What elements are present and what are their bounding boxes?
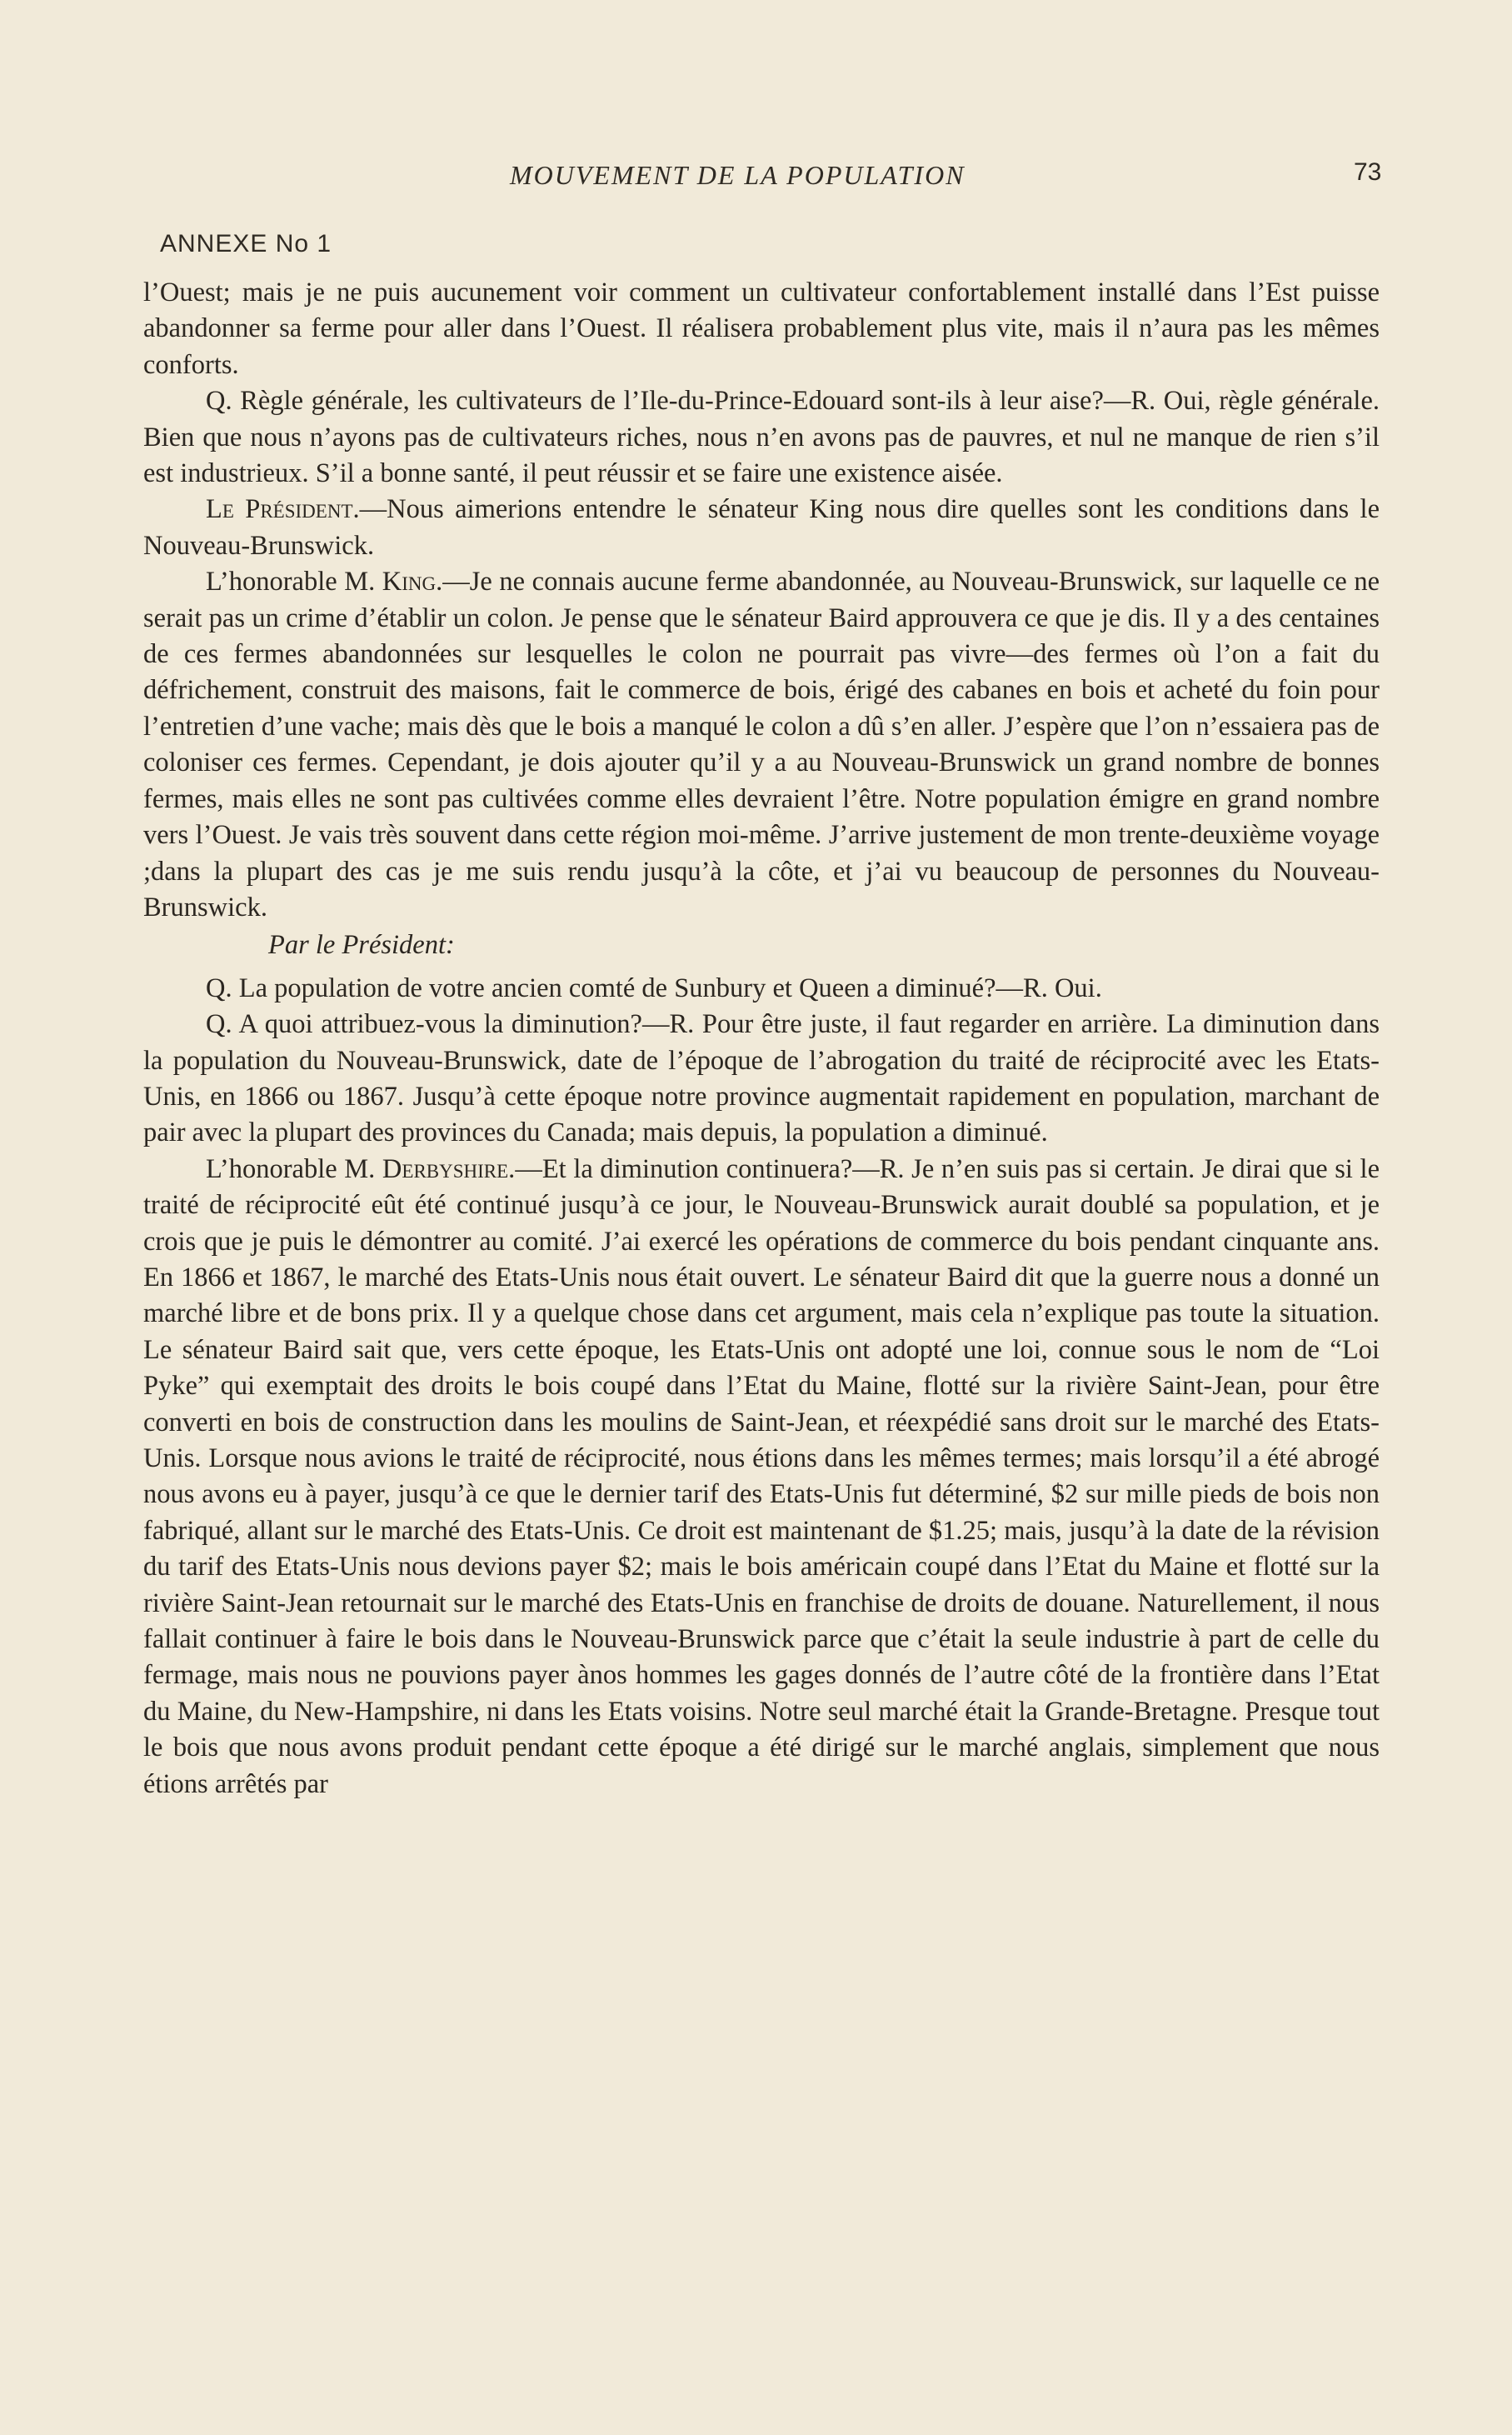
honorific: L’honorable M. (206, 1153, 382, 1184)
speaker-derbyshire: Derbyshire. (382, 1153, 516, 1184)
paragraph-4-text: —Je ne connais aucune ferme abandonnée, au Nouveau-Brunswick, sur laquelle ce ne serait pas un crime d’établir un colon. Je pense que le sénateur Baird approuvera ce que je dis. Il y a des centaines de ces fermes abandonnées sur lesquelles le colon ne pourrait pas vivre—des fermes où l’on a fait du défrichement, construit des maisons, fait le commerce de bois, érigé des cabanes en bois et acheté du foin pour l’entretien d’une vache; mais dès que le bois a manqué le colon a dû s’en aller. J’espère que l’on n’essaiera pas de coloniser ces fermes. Cependant, je dois ajouter qu’il y a au Nouveau-Brunswick un grand nombre de bonnes fermes, mais elles ne sont pas cultivées comme elles devraient l’être. Notre population émigre en grand nombre vers l’Ouest. Je vais très souvent dans cette région moi-même. J’arrive justement de mon trente-deuxième voyage ;dans la plupart des cas je me suis rendu jusqu’à la côte, et j’ai vu beaucoup de personnes du Nouveau-Brunswick. (143, 567, 1380, 922)
paragraph-7 (143, 1152, 1380, 1802)
speaker-president: Le Président. (206, 494, 360, 525)
speaker-king: King. (382, 567, 443, 598)
running-title: MOUVEMENT DE LA POPULATION (510, 160, 966, 190)
paragraph-1: l’Ouest; mais je ne puis aucunement voir comment un cultivateur confortablement installé dans l’Est puisse abandonner sa ferme pour aller dans l’Ouest. Il réalisera probablement plus vite, mais il n’aura pas les mêmes conforts. (143, 278, 1380, 380)
section-heading: Par le Président: (268, 930, 455, 961)
paragraph-6: Q. A quoi attribuez-vous la diminution?—R. Pour être juste, il faut regarder en arrière. La diminution dans la population du Nouveau-Brunswick, date de l’époque de l’abrogation du traité de réciprocité avec les Etats-Unis, en 1866 ou 1867. Jusqu’à cette époque notre province augmentait rapidement en population, marchant de pair avec la plupart des provinces du Canada; mais depuis, la population a diminué. (143, 1009, 1380, 1148)
paragraph-7-text: —Et la diminution continuera?—R. Je n’en suis pas si certain. Je dirai que si le traité de réciprocité eût été continué jusqu’à ce jour, le Nouveau-Brunswick aurait doublé sa population, et je crois que je puis le démontrer au comité. J’ai exercé les opérations de commerce du bois pendant cinquante ans. En 1866 et 1867, le marché des Etats-Unis nous était ouvert. Le sénateur Baird dit que la guerre nous a donné un marché libre et de bons prix. Il y a quelque chose dans cet argument, mais cela n’explique pas toute la situation. Le sénateur Baird sait que, vers cette époque, les Etats-Unis ont adopté une loi, connue sous le nom de “Loi Pyke” qui exemptait des droits le bois coupé dans l’Etat du Maine, flotté sur la rivière Saint-Jean, pour être converti en bois de construction dans les moulins de Saint-Jean, et réexpédié sans droit sur le marché des Etats-Unis. Lorsque nous avions le traité de réciprocité, nous étions dans les mêmes termes; mais lorsqu’il a été abrogé nous avons eu à payer, jusqu’à ce que le dernier tarif des Etats-Unis fut déterminé, $2 sur mille pieds de bois non fabriqué, allant sur le marché des Etats-Unis. Ce droit est maintenant de $1.25; mais, jusqu’à la date de la révision du tarif des Etats-Unis nous devions payer $2; mais le bois américain coupé dans l’Etat du Maine et flotté sur la rivière Saint-Jean retournait sur le marché des Etats-Unis en franchise de droits de douane. Naturellement, il nous fallait continuer à faire le bois dans le Nouveau-Brunswick parce que c’était la seule industrie à part de celle du fermage, mais nous ne pouvions payer ànos hommes les gages donnés de l’autre côté de la frontière dans l’Etat du Maine, du New-Hampshire, ni dans les Etats voisins. Notre seul marché était la Grande-Bretagne. Presque tout le bois que nous avons produit pendant cette époque a été dirigé sur le marché anglais, simplement que nous étions arrêtés par (143, 1153, 1380, 1799)
honorific: L’honorable M. (206, 567, 382, 598)
paragraph-3 (143, 492, 1380, 564)
paragraph-2: Q. Règle générale, les cultivateurs de l’Ile-du-Prince-Edouard sont-ils à leur aise?—R. Oui, règle générale. Bien que nous n’ayons pas de cultivateurs riches, nous n’en avons pas de pauvres, et nul ne manque de rien s’il est industrieux. S’il a bonne santé, il peut réussir et se faire une existence aisée. (143, 386, 1380, 489)
paragraph-4 (143, 564, 1380, 926)
paragraph-3-text: —Nous aimerions entendre le sénateur King nous dire quelles sont les conditions dans le Nouveau-Brunswick. (143, 494, 1380, 561)
annex-label: ANNEXE No 1 (160, 230, 332, 258)
paragraph-5: Q. La population de votre ancien comté de Sunbury et Queen a diminué?—R. Oui. (206, 972, 1102, 1003)
body-text (143, 275, 1380, 1802)
page-number: 73 (1354, 158, 1382, 186)
